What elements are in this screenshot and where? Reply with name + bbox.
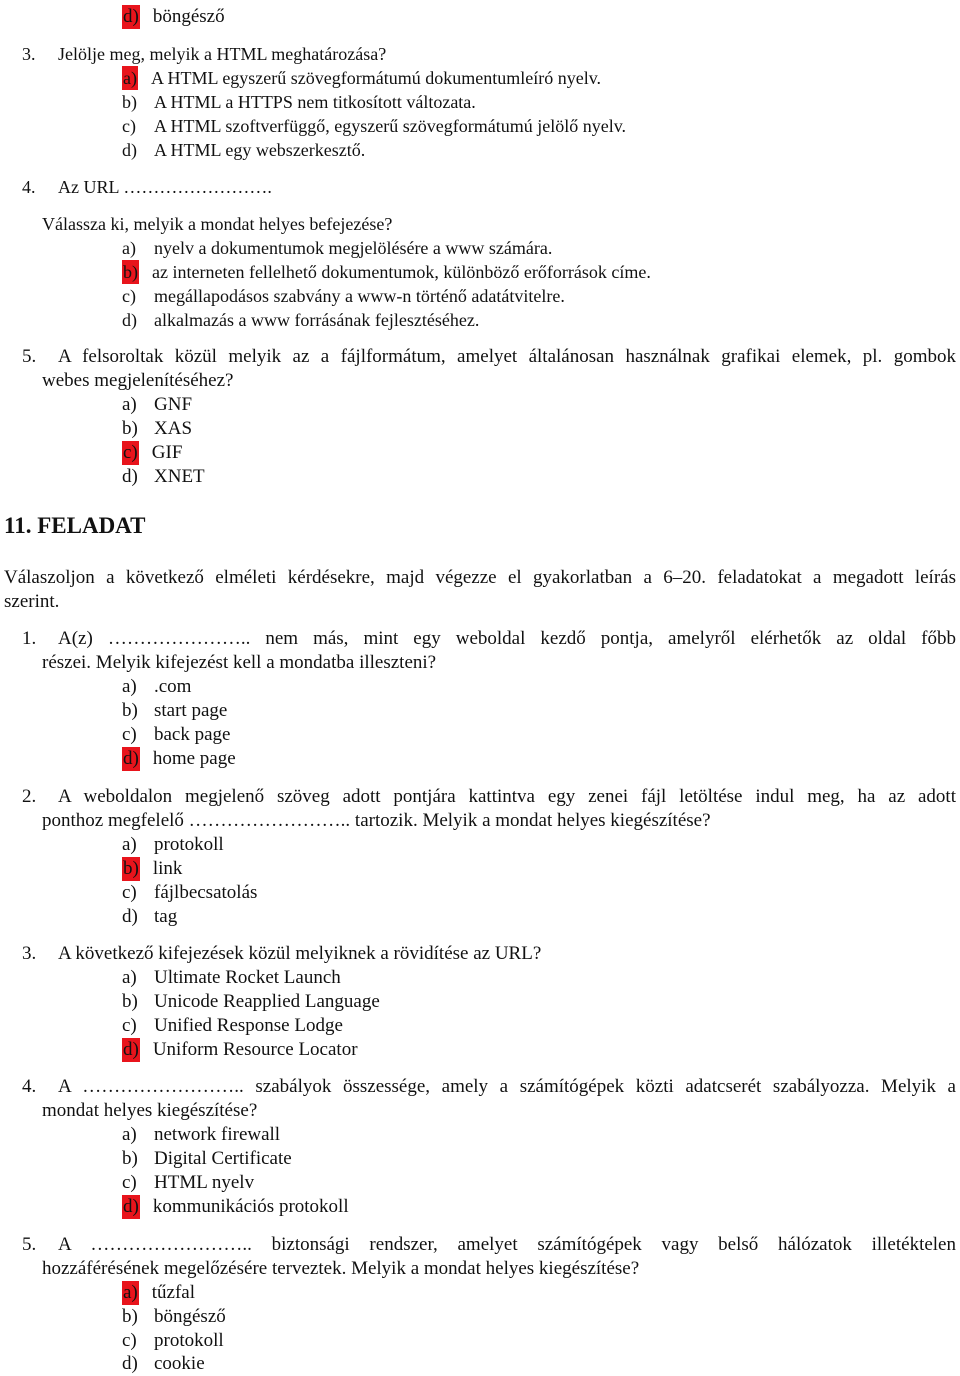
- section-intro-line2: szerint.: [4, 591, 60, 612]
- option-c: [122, 881, 257, 905]
- option-text: Ultimate Rocket Launch: [154, 967, 341, 988]
- section-intro-line1: Válaszoljon a következő elméleti kérdésekre, majd végezze el gyakorlatban a 6–20. feladatokat a megadott leírás: [4, 567, 956, 588]
- option-text: start page: [154, 700, 228, 721]
- option-letter: b): [122, 991, 138, 1012]
- option-d: [122, 465, 205, 489]
- option-letter: a): [122, 1124, 137, 1145]
- option-text: HTML nyelv: [154, 1172, 255, 1193]
- option-a: [122, 675, 191, 699]
- answer-marker: c): [123, 442, 138, 463]
- option-text: cookie: [154, 1353, 205, 1374]
- option-text: Unified Response Lodge: [154, 1015, 343, 1036]
- option-letter: a): [122, 676, 137, 697]
- question-3-part1: [22, 42, 386, 66]
- option-text: network firewall: [154, 1124, 281, 1145]
- question-text-line2: hozzáférésének megelőzésére terveztek. Melyik a mondat helyes kiegészítése?: [42, 1258, 640, 1279]
- option-text: protokoll: [154, 834, 224, 855]
- option-b: [122, 260, 651, 284]
- question-text-line2: ponthoz megfelelő …………………….. tartozik. Melyik a mondat helyes kiegészítése?: [42, 810, 711, 831]
- option-text: az interneten fellelhető dokumentumok, különböző erőforrások címe.: [152, 262, 651, 282]
- option-letter: c): [122, 882, 137, 903]
- option-a: [122, 833, 224, 857]
- option-letter: c): [122, 724, 137, 745]
- question-text: Az URL …………………….: [58, 177, 272, 197]
- option-text: Uniform Resource Locator: [152, 1039, 358, 1060]
- option-d: [122, 308, 479, 332]
- question-number: 4.: [22, 177, 36, 197]
- question-number: 5.: [22, 1234, 37, 1255]
- question-text: A …………………….. szabályok összessége, amely a számítógépek közti adatcserét szabályozza. Melyik a: [58, 1076, 956, 1097]
- option-c: [122, 441, 182, 465]
- question-5-part2: [22, 1233, 956, 1257]
- question-4-part2: [22, 1075, 956, 1099]
- question-text: A weboldalon megjelenő szöveg adott pontjára kattintva egy zenei fájl letöltése indul meg, ha az adott: [58, 786, 956, 807]
- option-text: fájlbecsatolás: [154, 882, 258, 903]
- option-b: [122, 857, 182, 881]
- option-c: [122, 723, 230, 747]
- question-text-line2: részei. Melyik kifejezést kell a mondatba illeszteni?: [42, 652, 437, 673]
- answer-marker: d): [123, 6, 139, 27]
- option-text: GIF: [151, 442, 183, 463]
- option-a: [122, 66, 601, 90]
- option-c: [122, 1171, 254, 1195]
- option-text: XAS: [154, 418, 193, 439]
- option-letter: b): [122, 1148, 138, 1169]
- option-letter: d): [122, 140, 137, 160]
- option-d: [122, 1195, 349, 1219]
- option-text: A HTML egy webszerkesztő.: [154, 140, 366, 160]
- answer-marker: d): [123, 1196, 139, 1217]
- option-letter: a): [122, 967, 137, 988]
- option-c: [122, 284, 565, 308]
- answer-marker: d): [123, 1039, 139, 1060]
- option-text: alkalmazás a www forrásának fejlesztéséhez.: [154, 310, 480, 330]
- question-number: 3.: [22, 44, 36, 64]
- question-text: A(z) ………………….. nem más, mint egy weboldal kezdő pontja, amelyről elérhetők az oldal főbb: [58, 628, 956, 649]
- option-text: back page: [154, 724, 231, 745]
- option-text: home page: [152, 748, 236, 769]
- option-b: [122, 1305, 226, 1329]
- option-text: megállapodásos szabvány a www-n történő adatátvitelre.: [154, 286, 565, 306]
- option-text: Digital Certificate: [154, 1148, 292, 1169]
- question-text-line2: mondat helyes kiegészítése?: [42, 1100, 258, 1121]
- option-a: [122, 393, 192, 417]
- question-text: Jelölje meg, melyik a HTML meghatározása?: [58, 44, 387, 64]
- option-b: [122, 1147, 292, 1171]
- question-number: 2.: [22, 786, 37, 807]
- option-letter: d): [122, 1353, 138, 1374]
- option-text: tűzfal: [151, 1282, 196, 1303]
- option-b: [122, 90, 476, 114]
- option-d: [122, 138, 365, 162]
- option-letter: b): [122, 700, 138, 721]
- option-letter: a): [122, 834, 137, 855]
- question-text-line2: Válassza ki, melyik a mondat helyes befejezése?: [42, 214, 393, 234]
- option-a: [122, 966, 341, 990]
- option-text: A HTML szoftverfüggő, egyszerű szövegformátumú jelölő nyelv.: [154, 116, 627, 136]
- option-letter: d): [122, 310, 137, 330]
- option-d: [122, 1352, 205, 1376]
- option-d: [122, 905, 177, 929]
- answer-marker: d): [123, 748, 139, 769]
- option-text: kommunikációs protokoll: [152, 1196, 349, 1217]
- option-letter: d): [122, 906, 138, 927]
- option-a: [122, 1281, 195, 1305]
- option-c: [122, 1329, 224, 1353]
- answer-marker: a): [123, 1282, 138, 1303]
- answer-marker: b): [123, 858, 139, 879]
- option-text: link: [152, 858, 183, 879]
- option-c: [122, 114, 626, 138]
- option-letter: d): [122, 466, 138, 487]
- question-number: 1.: [22, 628, 37, 649]
- option-d: [122, 1038, 358, 1062]
- option-d: [122, 747, 236, 771]
- option-text: XNET: [154, 466, 205, 487]
- option-text: nyelv a dokumentumok megjelölésére a www számára.: [154, 238, 553, 258]
- option-a: [122, 236, 552, 260]
- option-c: [122, 1014, 343, 1038]
- previous-answer-option: [122, 5, 225, 29]
- question-text: A következő kifejezések közül melyiknek a rövidítése az URL?: [58, 943, 542, 964]
- question-2-part2: [22, 785, 956, 809]
- option-a: [122, 1123, 280, 1147]
- option-letter: a): [122, 394, 137, 415]
- option-letter: a): [122, 238, 136, 258]
- question-text: A …………………….. biztonsági rendszer, amelyet számítógépek vagy belső hálózatok illetéktelen: [58, 1234, 956, 1255]
- option-letter: c): [122, 1015, 137, 1036]
- option-text: Unicode Reapplied Language: [154, 991, 380, 1012]
- question-4-part1: [22, 175, 272, 199]
- question-text-line2: webes megjelenítéséhez?: [42, 370, 234, 391]
- question-text: A felsoroltak közül melyik az a fájlformátum, amelyet általánosan használnak grafikai elemek, pl. gombok: [58, 346, 956, 367]
- option-text: A HTML a HTTPS nem titkosított változata.: [154, 92, 476, 112]
- option-text: tag: [154, 906, 178, 927]
- option-b: [122, 699, 227, 723]
- option-letter: b): [122, 92, 137, 112]
- answer-marker: b): [123, 262, 138, 282]
- question-3-part2: [22, 942, 541, 966]
- option-text: GNF: [154, 394, 193, 415]
- option-text: A HTML egyszerű szövegformátumú dokumentumleíró nyelv.: [150, 68, 602, 88]
- answer-marker: a): [123, 68, 137, 88]
- option-letter: b): [122, 418, 138, 439]
- section-title: 11. FELADAT: [4, 513, 146, 538]
- question-1-part2: [22, 627, 956, 651]
- question-number: 5.: [22, 346, 37, 367]
- question-number: 4.: [22, 1076, 37, 1097]
- option-letter: b): [122, 1306, 138, 1327]
- option-letter: c): [122, 286, 136, 306]
- option-text: protokoll: [154, 1330, 224, 1351]
- option-letter: c): [122, 1172, 137, 1193]
- option-text: .com: [154, 676, 192, 697]
- question-number: 3.: [22, 943, 37, 964]
- option-b: [122, 417, 192, 441]
- option-letter: c): [122, 116, 136, 136]
- question-5-part1: [22, 345, 956, 369]
- option-letter: c): [122, 1330, 137, 1351]
- option-b: [122, 990, 380, 1014]
- option-text: böngésző: [154, 1306, 226, 1327]
- option-text: böngésző: [152, 6, 225, 27]
